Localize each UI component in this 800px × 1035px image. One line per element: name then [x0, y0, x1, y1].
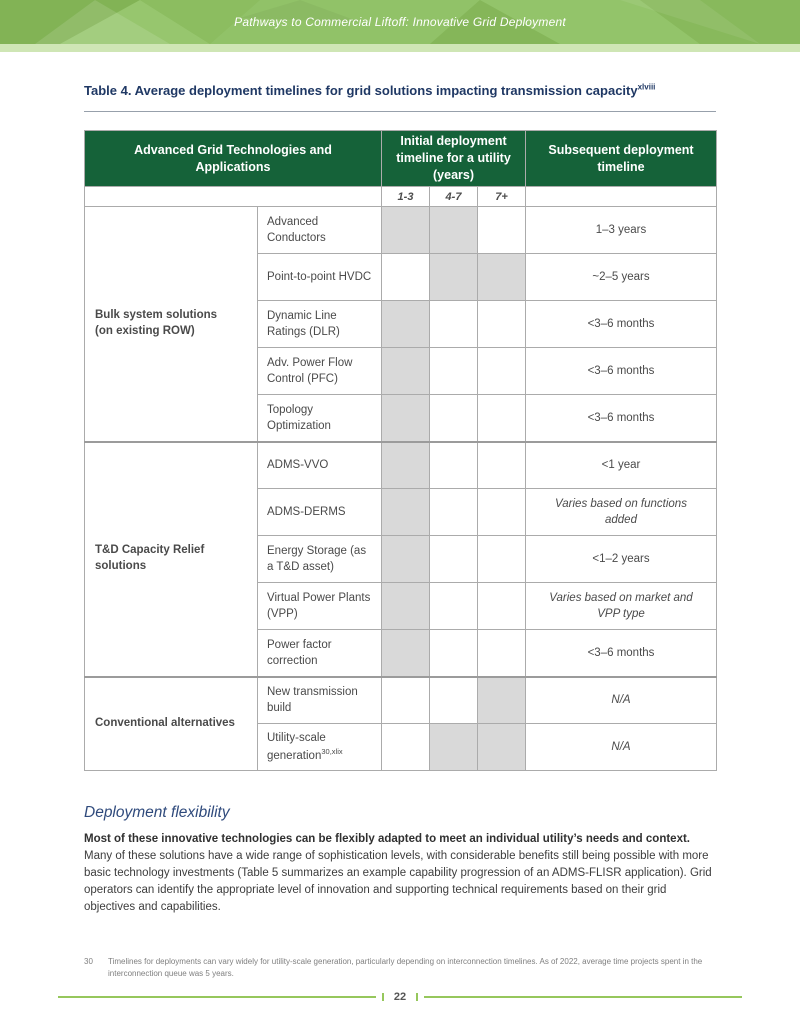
table-row [85, 677, 717, 724]
technology-cell: ADMS-DERMS [258, 489, 382, 536]
subsequent-cell: N/A [526, 724, 717, 771]
timeline-cell-1-3 [382, 442, 430, 489]
table-row [85, 442, 717, 489]
subheader-empty [85, 187, 382, 207]
timeline-cell-1-3 [382, 254, 430, 301]
timeline-cell-7plus [478, 395, 526, 442]
technology-cell: Virtual Power Plants (VPP) [258, 583, 382, 630]
timeline-cell-7plus [478, 254, 526, 301]
timeline-cell-1-3 [382, 489, 430, 536]
subsequent-cell: <3–6 months [526, 348, 717, 395]
timeline-cell-7plus [478, 536, 526, 583]
timeline-cell-4-7 [430, 442, 478, 489]
timeline-cell-7plus [478, 301, 526, 348]
report-title: Pathways to Commercial Liftoff: Innovative Grid Deployment [234, 15, 566, 29]
table-caption-text: Table 4. Average deployment timelines for grid solutions impacting transmission capacity [84, 83, 638, 98]
subsequent-cell: Varies based on functions added [526, 489, 717, 536]
table-caption-block [84, 82, 716, 112]
timeline-cell-4-7 [430, 677, 478, 724]
technology-cell: ADMS-VVO [258, 442, 382, 489]
subheader-7plus: 7+ [478, 187, 526, 207]
technology-cell: Dynamic Line Ratings (DLR) [258, 301, 382, 348]
table-caption [84, 83, 655, 98]
technology-footnote-ref: 30,xlix [321, 746, 343, 756]
table-header-row [85, 131, 717, 187]
timeline-cell-7plus [478, 630, 526, 677]
technology-cell: Adv. Power Flow Control (PFC) [258, 348, 382, 395]
timeline-cell-1-3 [382, 677, 430, 724]
subsequent-cell: Varies based on market and VPP type [526, 583, 717, 630]
timeline-cell-7plus [478, 442, 526, 489]
timeline-cell-7plus [478, 348, 526, 395]
subsequent-cell: N/A [526, 677, 717, 724]
timeline-cell-7plus [478, 724, 526, 771]
timeline-cell-1-3 [382, 724, 430, 771]
header-initial-timeline: Initial deployment timeline for a utility (years) [382, 131, 526, 187]
timeline-cell-4-7 [430, 207, 478, 254]
subsequent-cell: <1–2 years [526, 536, 717, 583]
subsequent-cell: <1 year [526, 442, 717, 489]
footnote-number: 30 [84, 957, 93, 966]
subsequent-cell: <3–6 months [526, 395, 717, 442]
caption-footnote-ref: xlviii [637, 82, 656, 92]
footnote-text: Timelines for deployments can vary widely for utility-scale generation, particularly depending on interconnection timelines. As of 2022, average time projects spent in the interconnection queue was 5 years. [108, 957, 703, 979]
timeline-cell-4-7 [430, 489, 478, 536]
timeline-cell-4-7 [430, 395, 478, 442]
header-technologies: Advanced Grid Technologies and Applications [85, 131, 382, 187]
group-label-conventional: Conventional alternatives [85, 677, 258, 771]
timeline-cell-7plus [478, 583, 526, 630]
timeline-cell-7plus [478, 489, 526, 536]
timeline-cell-1-3 [382, 395, 430, 442]
timeline-cell-4-7 [430, 301, 478, 348]
table-subheader-row [85, 187, 717, 207]
technology-cell: New transmission build [258, 677, 382, 724]
paragraph-bold-lead: Most of these innovative technologies can be flexibly adapted to meet an individual utility’s needs and context. [84, 833, 690, 845]
paragraph-rest: Many of these solutions have a wide range of sophistication levels, with considerable benefits still being possible with more basic technology investments (Table 5 summarizes an example capability progression of an ADMS-FLISR application). Grid operators can identify the appropriate level of innovation and supporting technical requirements based on their grid objectives and capabilities. [84, 850, 712, 913]
technology-cell: Topology Optimization [258, 395, 382, 442]
body-paragraph [84, 831, 716, 916]
subsequent-cell: <3–6 months [526, 630, 717, 677]
page-number: 22 [393, 990, 407, 1003]
timeline-cell-1-3 [382, 630, 430, 677]
header-subsequent-timeline: Subsequent deployment timeline [526, 131, 717, 187]
timeline-cell-4-7 [430, 583, 478, 630]
timeline-cell-7plus [478, 677, 526, 724]
subsequent-cell: <3–6 months [526, 301, 717, 348]
subsequent-cell: 1–3 years [526, 207, 717, 254]
technology-label: Utility-scale generation [267, 732, 326, 762]
subheader-empty-right [526, 187, 717, 207]
timeline-cell-4-7 [430, 724, 478, 771]
footer-line-left [58, 996, 376, 998]
timeline-cell-1-3 [382, 583, 430, 630]
footer-tick-right [416, 993, 418, 1001]
subsequent-cell: ~2–5 years [526, 254, 717, 301]
technology-cell: Power factor correction [258, 630, 382, 677]
footer-tick-left [382, 993, 384, 1001]
banner-accent-strip [0, 44, 800, 52]
technology-cell: Advanced Conductors [258, 207, 382, 254]
group-label-bulk-system: Bulk system solutions (on existing ROW) [85, 207, 258, 442]
footnote-30 [84, 956, 742, 981]
timeline-cell-4-7 [430, 254, 478, 301]
subheader-1-3: 1-3 [382, 187, 430, 207]
header-banner [0, 0, 800, 44]
technology-cell [258, 724, 382, 771]
technology-cell: Energy Storage (as a T&D asset) [258, 536, 382, 583]
timeline-cell-4-7 [430, 348, 478, 395]
section-heading: Deployment flexibility [84, 804, 230, 821]
subheader-4-7: 4-7 [430, 187, 478, 207]
group-label-td-capacity-relief: T&D Capacity Relief solutions [85, 442, 258, 677]
timeline-cell-1-3 [382, 301, 430, 348]
deployment-timeline-table [84, 130, 717, 771]
timeline-cell-1-3 [382, 348, 430, 395]
timeline-cell-4-7 [430, 536, 478, 583]
table-row [85, 207, 717, 254]
timeline-cell-1-3 [382, 536, 430, 583]
timeline-cell-7plus [478, 207, 526, 254]
timeline-cell-4-7 [430, 630, 478, 677]
page-footer [58, 991, 742, 1003]
timeline-cell-1-3 [382, 207, 430, 254]
technology-cell: Point-to-point HVDC [258, 254, 382, 301]
footer-line-right [424, 996, 742, 998]
